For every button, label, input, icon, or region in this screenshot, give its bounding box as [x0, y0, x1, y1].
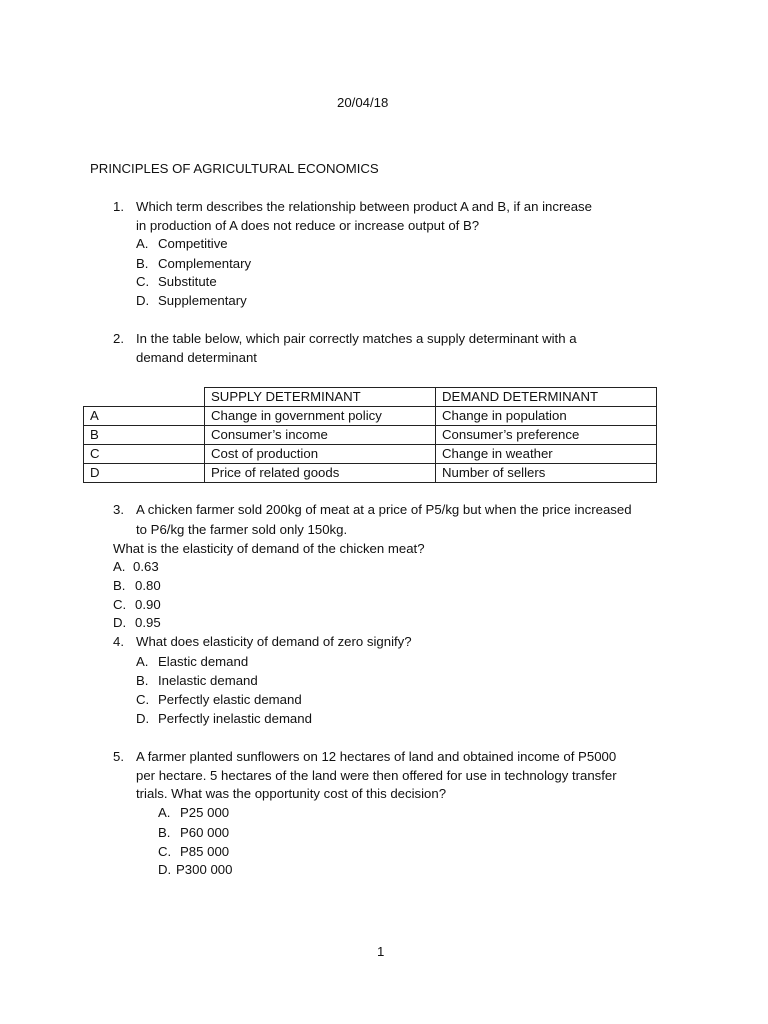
question-text-line: per hectare. 5 hectares of the land were then offered for use in technology transfer — [136, 768, 617, 783]
table-cell: Consumer’s preference — [436, 426, 657, 445]
question-text-line: A farmer planted sunflowers on 12 hectares of land and obtained income of P5000 — [136, 749, 617, 764]
table-header-row — [84, 388, 657, 407]
document-title: PRINCIPLES OF AGRICULTURAL ECONOMICS — [90, 161, 379, 176]
table-row — [84, 426, 657, 445]
question-number: 5. — [113, 749, 124, 764]
question-number: 1. — [113, 199, 124, 214]
question-text-line: to P6/kg the farmer sold only 150kg. — [136, 522, 348, 537]
table-cell: B — [84, 426, 205, 445]
answer-option-c: C. Substitute — [136, 274, 217, 289]
table-cell: Consumer’s income — [205, 426, 436, 445]
answer-option-d: D. 0.95 — [113, 615, 161, 630]
answer-option-d: D. Supplementary — [136, 293, 247, 308]
answer-option-b: B. 0.80 — [113, 578, 161, 593]
table-cell: Number of sellers — [436, 464, 657, 483]
question-text-line: In the table below, which pair correctly matches a supply determinant with a — [136, 331, 577, 346]
answer-option-c: C. Perfectly elastic demand — [136, 692, 302, 707]
table-row — [84, 445, 657, 464]
table-cell: Change in government policy — [205, 407, 436, 426]
answer-option-a: A. P25 000 — [158, 805, 230, 820]
answer-option-b: B. P60 000 — [158, 825, 230, 840]
question-text-line: What is the elasticity of demand of the chicken meat? — [113, 541, 425, 556]
answer-option-b: B. Inelastic demand — [136, 673, 258, 688]
answer-option-a: A. 0.63 — [113, 559, 159, 574]
table-cell: A — [84, 407, 205, 426]
answer-option-d: D. Perfectly inelastic demand — [136, 711, 312, 726]
answer-option-d: D. P300 000 — [158, 862, 233, 877]
table-cell: C — [84, 445, 205, 464]
table-header-cell: DEMAND DETERMINANT — [436, 388, 657, 407]
question-text-line: Which term describes the relationship between product A and B, if an increase — [136, 199, 592, 214]
answer-option-a: A. Elastic demand — [136, 654, 249, 669]
question-number: 3. — [113, 502, 124, 517]
question-number: 2. — [113, 331, 124, 346]
question-text-line: in production of A does not reduce or increase output of B? — [136, 218, 480, 233]
answer-option-a: A. Competitive — [136, 236, 228, 251]
answer-option-c: C. 0.90 — [113, 597, 161, 612]
answer-option-c: C. P85 000 — [158, 844, 230, 859]
question-text-line: What does elasticity of demand of zero signify? — [136, 634, 412, 649]
table-row — [84, 407, 657, 426]
table-cell: Change in weather — [436, 445, 657, 464]
table-cell: D — [84, 464, 205, 483]
question-text-line: demand determinant — [136, 350, 257, 365]
answer-option-b: B. Complementary — [136, 256, 252, 271]
page-number: 1 — [377, 944, 385, 959]
table-cell: Cost of production — [205, 445, 436, 464]
determinant-table — [83, 387, 657, 483]
table-cell: Change in population — [436, 407, 657, 426]
table-row — [84, 464, 657, 483]
table-header-cell: SUPPLY DETERMINANT — [205, 388, 436, 407]
question-text-line: trials. What was the opportunity cost of this decision? — [136, 786, 447, 801]
document-date: 20/04/18 — [337, 95, 389, 110]
table-header-cell — [84, 388, 205, 407]
table-cell: Price of related goods — [205, 464, 436, 483]
question-number: 4. — [113, 634, 124, 649]
question-text-line: A chicken farmer sold 200kg of meat at a price of P5/kg but when the price increased — [136, 502, 632, 517]
